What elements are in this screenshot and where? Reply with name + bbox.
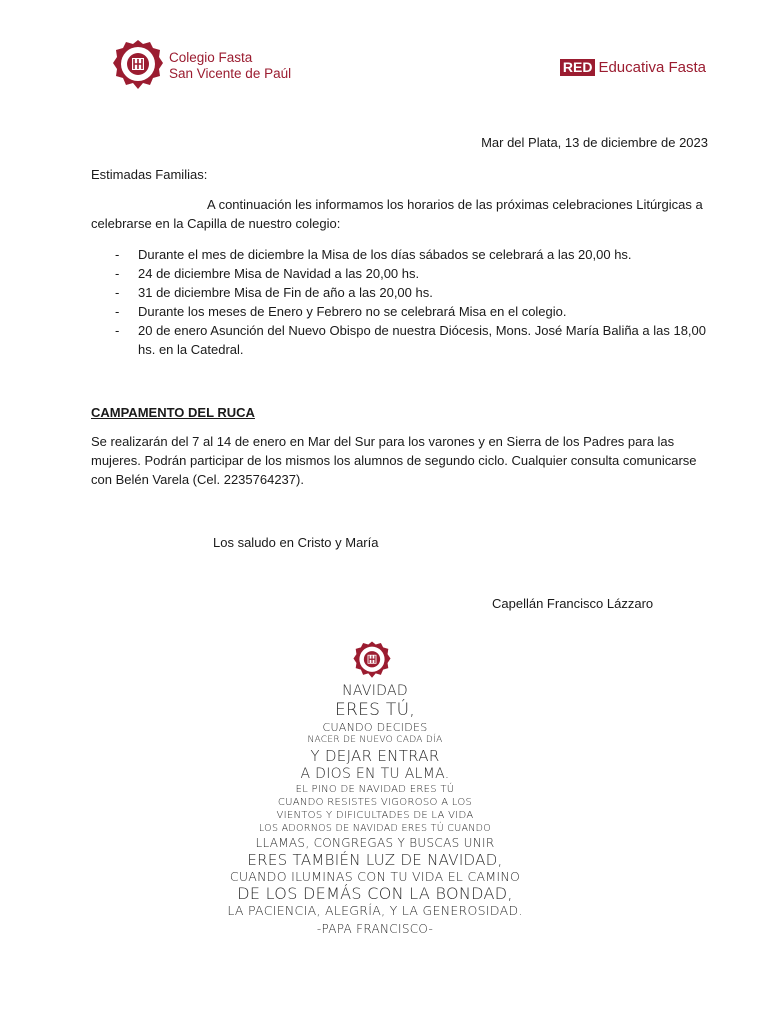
school-crest-small: [350, 640, 394, 680]
school-crest-logo: [112, 38, 164, 92]
list-item: - 31 de diciembre Misa de Fin de año a las 20,00 hs.: [91, 283, 706, 302]
poem-line: CUANDO DECIDES: [322, 721, 428, 734]
letter-intro: A continuación les informamos los horarios de las próximas celebraciones Litúrgicas a celebrarse en la Capilla de nuestro colegio:: [91, 197, 703, 231]
list-item: - 24 de diciembre Misa de Navidad a las 20,00 hs.: [91, 264, 706, 283]
school-name-line1: Colegio Fasta: [169, 50, 253, 65]
letterhead: [112, 38, 706, 94]
poem-line: Y DEJAR ENTRAR: [310, 747, 440, 765]
letter-greeting: Estimadas Familias:: [91, 167, 208, 182]
closing-greeting: Los saludo en Cristo y María: [213, 535, 379, 550]
camp-paragraph: Se realizarán del 7 al 14 de enero en Mar del Sur para los varones y en Sierra de los Padres para las mujeres. Podrán participar de los mismos los alumnos de segundo ciclo. Cualquier consulta comunicarse con Belén Varela (Cel. 2235764237).: [91, 434, 697, 487]
camp-heading: CAMPAMENTO DEL RUCA: [91, 405, 255, 420]
poem-lines: [200, 684, 550, 935]
celebration-list: [91, 245, 706, 359]
poem-line: ERES TAMBIÉN LUZ DE NAVIDAD,: [247, 850, 503, 869]
poem-line: LLAMAS, CONGREGAS Y BUSCAS UNIR: [255, 835, 495, 850]
poem-line: NACER DE NUEVO CADA DÍA: [307, 735, 443, 745]
red-educativa-logo: [560, 59, 706, 76]
signature: Capellán Francisco Lázzaro: [492, 596, 654, 611]
poem-line: DE LOS DEMÁS CON LA BONDAD,: [237, 884, 513, 903]
list-item: - Durante el mes de diciembre la Misa de los días sábados se celebrará a las 20,00 hs.: [91, 245, 706, 264]
school-name: [169, 50, 291, 82]
poem-line: A DIOS EN TU ALMA.: [300, 766, 450, 782]
list-item: - 20 de enero Asunción del Nuevo Obispo de nuestra Diócesis, Mons. José María Baliña a las 18,00 hs. en la Catedral.: [91, 321, 706, 359]
red-box: RED: [560, 59, 596, 76]
poem-line: EL PINO DE NAVIDAD ERES TÚ: [295, 784, 455, 795]
list-item: - Durante los meses de Enero y Febrero no se celebrará Misa en el colegio.: [91, 302, 706, 321]
school-name-line2: San Vicente de Paúl: [169, 66, 292, 81]
poem-line: NAVIDAD: [342, 683, 408, 699]
poem-line: LOS ADORNOS DE NAVIDAD ERES TÚ CUANDO: [258, 823, 492, 834]
poem-line: CUANDO ILUMINAS CON TU VIDA EL CAMINO: [229, 868, 521, 884]
letter-date: Mar del Plata, 13 de diciembre de 2023: [481, 135, 708, 150]
poem-line: -PAPA FRANCISCO-: [316, 921, 434, 936]
poem-line: VIENTOS Y DIFICULTADES DE LA VIDA: [276, 810, 474, 821]
poem-line: LA PACIENCIA, ALEGRÍA, Y LA GENEROSIDAD.: [227, 903, 523, 918]
poem-line: ERES TÚ,: [334, 700, 416, 720]
red-educativa-text: Educativa Fasta: [598, 59, 706, 76]
poem-line: CUANDO RESISTES VIGOROSO A LOS: [277, 797, 473, 808]
